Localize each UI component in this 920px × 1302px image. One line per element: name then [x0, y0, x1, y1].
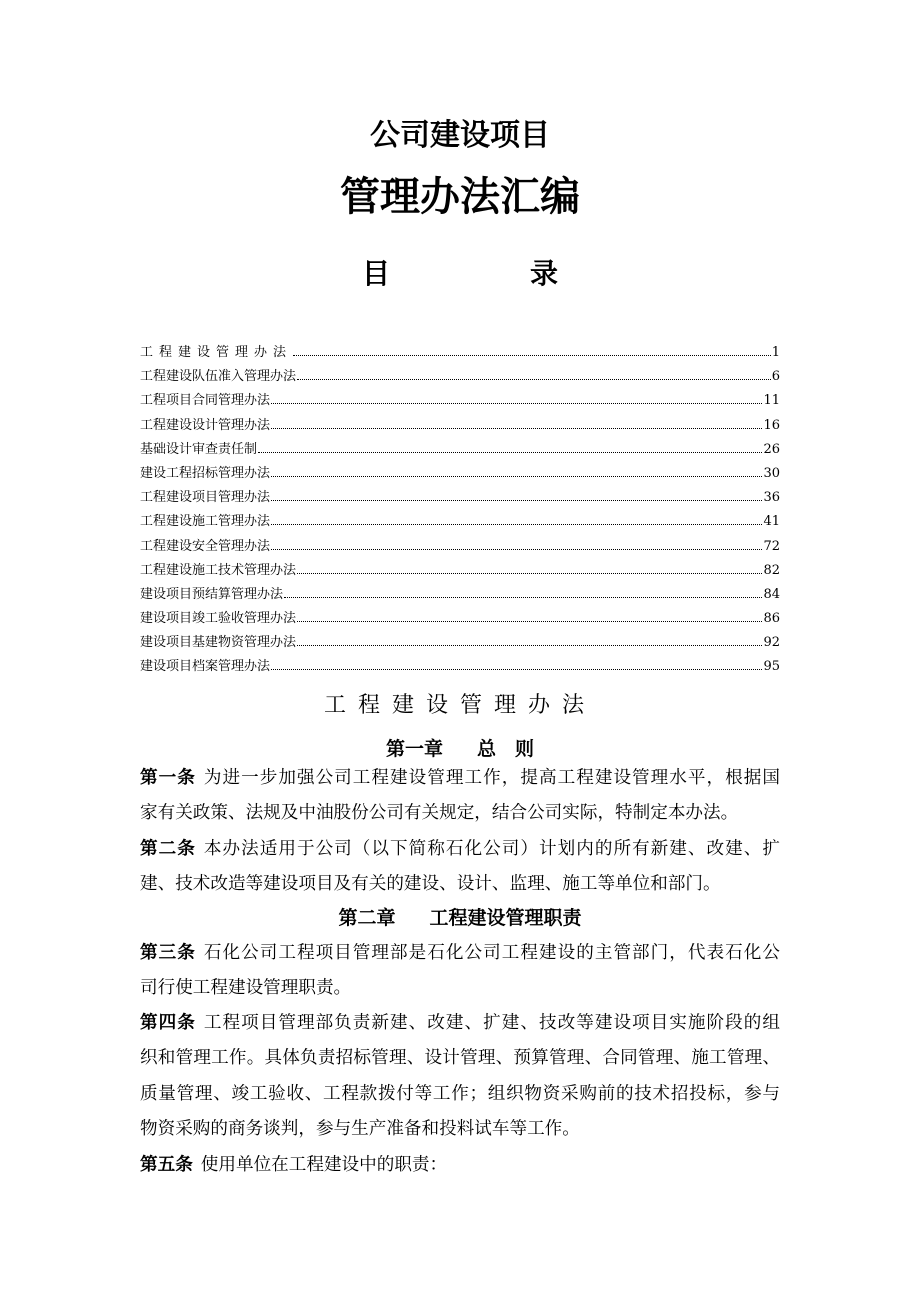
toc-entry-label: 工程建设施工技术管理办法 — [140, 562, 297, 578]
article-text: 司行使工程建设管理职责。 — [140, 978, 352, 999]
article-line — [140, 801, 780, 836]
toc-entry[interactable] — [140, 609, 780, 633]
toc-entry[interactable] — [140, 633, 780, 657]
toc-entry[interactable] — [140, 537, 780, 561]
article-line — [140, 1046, 780, 1081]
toc-entry-label: 基础设计审查责任制 — [140, 441, 258, 457]
toc-entry-page: 26 — [763, 441, 780, 457]
toc-entry-label: 建设项目基建物资管理办法 — [140, 635, 297, 651]
chapter-number: 第二章 — [338, 907, 396, 929]
dot-leader — [271, 428, 762, 429]
toc-entry[interactable] — [140, 512, 780, 536]
article-text: 工程项目管理部负责新建、改建、扩建、技改等建设项目实施阶段的组 — [203, 1013, 780, 1033]
dot-leader — [297, 379, 771, 380]
dot-leader — [271, 669, 762, 670]
article-text: 使用单位在工程建设中的职责： — [200, 1155, 448, 1175]
document-title-line2: 管理办法汇编 — [340, 174, 580, 220]
toc-entry-label: 工程建设项目管理办法 — [140, 490, 271, 506]
article — [140, 837, 780, 908]
article-text: 本办法适用于公司（以下简称石化公司）计划内的所有新建、改建、扩 — [203, 839, 780, 859]
toc-entry-page: 41 — [763, 514, 780, 530]
dot-leader — [271, 476, 762, 477]
article-text: 石化公司工程项目管理部是石化公司工程建设的主管部门，代表石化公 — [203, 943, 780, 963]
article-line — [140, 1011, 780, 1046]
toc-entry-page: 36 — [763, 490, 780, 506]
chapter-number: 第一章 — [385, 738, 443, 760]
toc-entry-label: 工程建设管理办法 — [140, 345, 293, 360]
article-text: 物资采购的商务谈判，参与生产准备和投料试车等工作。 — [140, 1119, 580, 1140]
toc-entry-label: 工程建设队伍准入管理办法 — [140, 369, 297, 385]
toc-entry[interactable] — [140, 440, 780, 464]
toc-entry-label: 建设项目预结算管理办法 — [140, 586, 284, 602]
dot-leader — [297, 573, 762, 574]
toc-entry-label: 建设项目档案管理办法 — [140, 659, 271, 675]
toc-heading — [0, 252, 920, 292]
article-line — [140, 1082, 780, 1117]
toc-entry[interactable] — [140, 657, 780, 681]
toc-entry[interactable] — [140, 391, 780, 415]
article-label: 第五条 — [140, 1155, 193, 1175]
toc-entry-page: 86 — [763, 611, 780, 627]
article-text: 质量管理、竣工验收、工程款拨付等工作；组织物资采购前的技术招投标，参与 — [140, 1083, 780, 1104]
article-text: 织和管理工作。具体负责招标管理、设计管理、预算管理、合同管理、施工管理、 — [140, 1048, 780, 1069]
toc-entry[interactable] — [140, 464, 780, 488]
toc-entry-page: 1 — [771, 345, 780, 360]
toc-entry-page: 72 — [763, 538, 780, 554]
dot-leader — [258, 452, 762, 453]
article-text: 为进一步加强公司工程建设管理工作，提高工程建设管理水平，根据国 — [203, 768, 780, 788]
toc-entry[interactable] — [140, 367, 780, 391]
toc-heading-char: 录 — [530, 257, 559, 290]
toc-entry-label: 建设项目竣工验收管理办法 — [140, 611, 297, 627]
document-title-line1: 公司建设项目 — [370, 118, 550, 153]
toc-heading-char: 目 — [361, 257, 390, 290]
toc-entry-page: 95 — [763, 659, 780, 675]
toc-entry[interactable] — [140, 343, 780, 367]
toc-entry-label: 建设工程招标管理办法 — [140, 465, 271, 481]
toc-entry-label: 工程项目合同管理办法 — [140, 393, 271, 409]
article-label: 第四条 — [140, 1013, 196, 1033]
article-text: 家有关政策、法规及中油股份公司有关规定，结合公司实际，特制定本办法。 — [140, 803, 739, 824]
dot-leader — [284, 597, 762, 598]
article-line — [140, 766, 780, 801]
dot-leader — [297, 645, 762, 646]
article-line — [140, 976, 780, 1011]
article — [140, 1011, 780, 1153]
chapter-heading — [0, 734, 920, 761]
toc-entry-label: 工程建设设计管理办法 — [140, 417, 271, 433]
article-label: 第一条 — [140, 768, 196, 788]
article — [140, 941, 780, 1012]
toc-entry[interactable] — [140, 416, 780, 440]
article-line — [140, 941, 780, 976]
article-line — [140, 837, 780, 872]
article — [140, 766, 780, 837]
toc-entry-label: 工程建设施工管理办法 — [140, 514, 271, 530]
toc-entry-page: 30 — [763, 465, 780, 481]
table-of-contents — [140, 343, 780, 682]
toc-entry-page: 92 — [763, 635, 780, 651]
chapter-name: 总 则 — [477, 738, 535, 760]
chapter-name: 工程建设管理职责 — [429, 907, 582, 929]
toc-entry[interactable] — [140, 585, 780, 609]
toc-entry-page: 82 — [763, 562, 780, 578]
dot-leader — [271, 549, 762, 550]
chapter-heading — [0, 903, 920, 930]
article-label: 第二条 — [140, 839, 196, 859]
toc-entry-page: 16 — [763, 417, 780, 433]
toc-entry-page: 6 — [771, 369, 780, 385]
toc-entry-label: 工程建设安全管理办法 — [140, 538, 271, 554]
dot-leader — [297, 621, 762, 622]
dot-leader — [271, 500, 762, 501]
section-title: 工程建设管理办法 — [323, 693, 596, 718]
article-line — [140, 1153, 780, 1188]
article-label: 第三条 — [140, 943, 196, 963]
dot-leader — [271, 403, 762, 404]
toc-entry-page: 84 — [763, 586, 780, 602]
toc-entry[interactable] — [140, 561, 780, 585]
article — [140, 1153, 780, 1188]
dot-leader — [293, 355, 771, 356]
toc-entry[interactable] — [140, 488, 780, 512]
dot-leader — [271, 524, 762, 525]
article-text: 建、技术改造等建设项目及有关的建设、设计、监理、施工等单位和部门。 — [140, 874, 721, 895]
article-line — [140, 1117, 780, 1152]
toc-entry-page: 11 — [763, 393, 780, 409]
